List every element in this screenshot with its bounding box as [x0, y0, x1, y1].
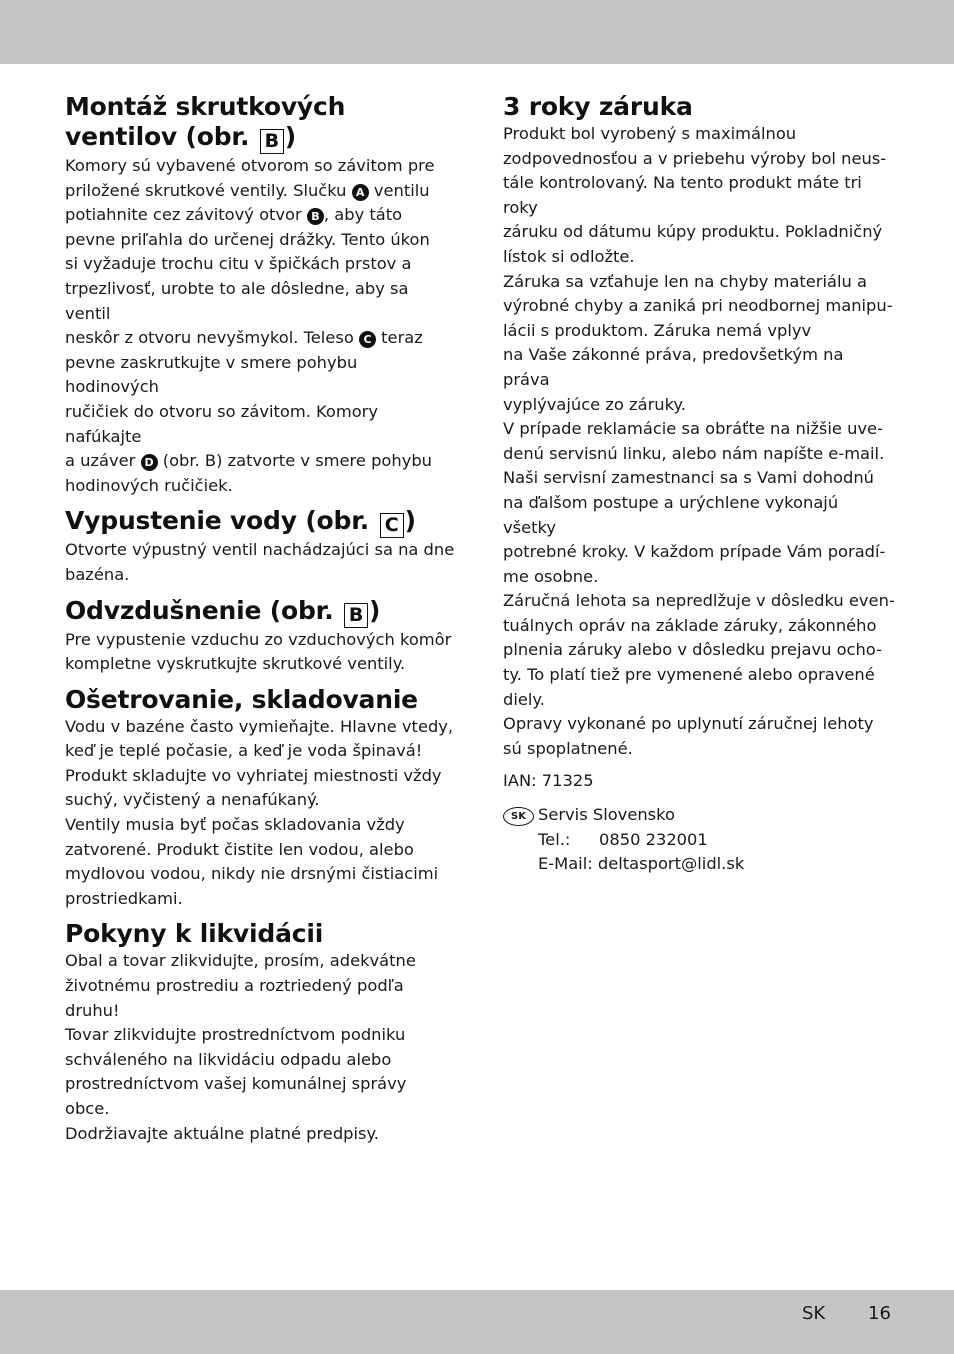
- figure-ref-box: C: [380, 513, 404, 538]
- section-disposal: [65, 919, 455, 1146]
- marker-b-icon: B: [307, 208, 324, 225]
- section-care-storage: [65, 685, 455, 912]
- disposal-text: Obal a tovar zlikvidujte, prosím, adekvátne životnému prostrediu a roztriedený podľa druhu! Tovar zlikvidujte prostredníctvom podniku schváleného na likvidáciu odpadu alebo prostredníctvom vašej komunálnej správy obce. Dodržiavajte aktuálne platné predpisy.: [65, 951, 416, 1143]
- heading-valve-assembly: Montáž skrutkových ventilov (obr. B ): [65, 92, 346, 152]
- country-sk-icon: SK: [503, 807, 534, 826]
- left-column: [65, 92, 455, 1146]
- valve-assembly-text: Komory sú vybavené otvorom so závitom pre priložené skrutkové ventily. Slučku A ventilu potiahnite cez závitový otvor B , aby táto pevne priľahla do určenej drážky. Tento úkon si vyžaduje trochu citu v špičkách prstov a trpezlivosť, urobte to ale dôsledne, aby sa ventil neskôr z otvoru nevyšmykol. Teleso C teraz pevne zaskrutkujte v smere pohybu hodinových ručičiek do otvoru so závitom. Komory nafúkajte a uzáver D (obr. B) zatvorte v smere pohybu hodinových ručičiek.: [65, 156, 435, 495]
- page-number: 16: [868, 1303, 891, 1324]
- right-column: [503, 92, 895, 877]
- service-email-row: E-Mail: deltasport@lidl.sk: [538, 854, 745, 874]
- water-drain-text: Otvorte výpustný ventil nachádzajúci sa na dne bazéna.: [65, 540, 455, 584]
- heading-warranty: 3 roky záruka: [503, 92, 693, 121]
- warranty-text: Produkt bol vyrobený s maximálnou zodpovednosťou a v priebehu výroby bol neus- tále kontrolovaný. Na tento produkt máte tri roky záruku od dátumu kúpy produktu. Pokladničný lístok si odložte. Záruka sa vzťahuje len na chyby materiálu a výrobné chyby a zaniká pri neodbornej manipu- lácii s produktom. Záruka nemá vplyv na Vaše zákonné práva, predovšetkým na práva vyplývajúce zo záruky. V prípade reklamácie sa obráťte na nižšie uve- denú servisnú linku, alebo nám napíšte e-mail. Naši servisní zamestnanci sa s Vami dohodnú na ďalšom postupe a urýchlene vykonajú všetky potrebné kroky. V každom prípade Vám poradí- me osobne. Záručná lehota sa nepredlžuje v dôsledku even- tuálnych opráv na základe záruky, zákonného plnenia záruky alebo v dôsledku prejavu ocho- ty. To platí tiež pre vymenené alebo opravené diely. Opravy vykonané po uplynutí záručnej lehoty sú spoplatnené.: [503, 124, 895, 758]
- marker-d-icon: D: [141, 454, 158, 471]
- section-warranty: [503, 92, 895, 877]
- heading-line2: ventilov (obr.: [65, 122, 250, 151]
- heading-disposal: Pokyny k likvidácii: [65, 919, 324, 949]
- figure-ref-box: B: [344, 603, 368, 628]
- ian-number: IAN: 71325: [503, 771, 594, 791]
- service-email: deltasport@lidl.sk: [597, 854, 745, 874]
- heading-care-storage: Ošetrovanie, skladovanie: [65, 684, 418, 714]
- marker-c-icon: C: [359, 331, 376, 348]
- service-contact: [503, 803, 895, 877]
- service-name: Servis Slovensko: [538, 805, 675, 825]
- heading-deflation: Odvzdušnenie (obr. B ): [65, 595, 381, 626]
- section-deflation: [65, 596, 455, 677]
- figure-ref-box: B: [260, 129, 284, 154]
- footer-language: SK: [802, 1303, 826, 1324]
- header-band: [0, 0, 954, 64]
- section-valve-assembly: [65, 92, 455, 498]
- section-water-drain: [65, 506, 455, 587]
- heading-water-drain: Vypustenie vody (obr. C ): [65, 506, 416, 537]
- care-storage-text: Vodu v bazéne často vymieňajte. Hlavne vtedy, keď je teplé počasie, a keď je voda špinavá! Produkt skladujte vo vyhriatej miestnosti vždy suchý, vyčistený a nenafúkaný. Ventily musia byť počas skladovania vždy zatvorené. Produkt čistite len vodou, alebo mydlovou vodou, nikdy nie drsnými čistiacimi prostriedkami.: [65, 716, 454, 908]
- marker-a-icon: A: [352, 184, 369, 201]
- deflation-text: Pre vypustenie vzduchu zo vzduchových komôr kompletne vyskrutkujte skrutkové ventily.: [65, 629, 452, 674]
- heading-line1: Montáž skrutkových: [65, 92, 346, 121]
- service-tel: 0850 232001: [599, 829, 708, 849]
- service-tel-row: Tel.: 0850 232001: [538, 829, 708, 849]
